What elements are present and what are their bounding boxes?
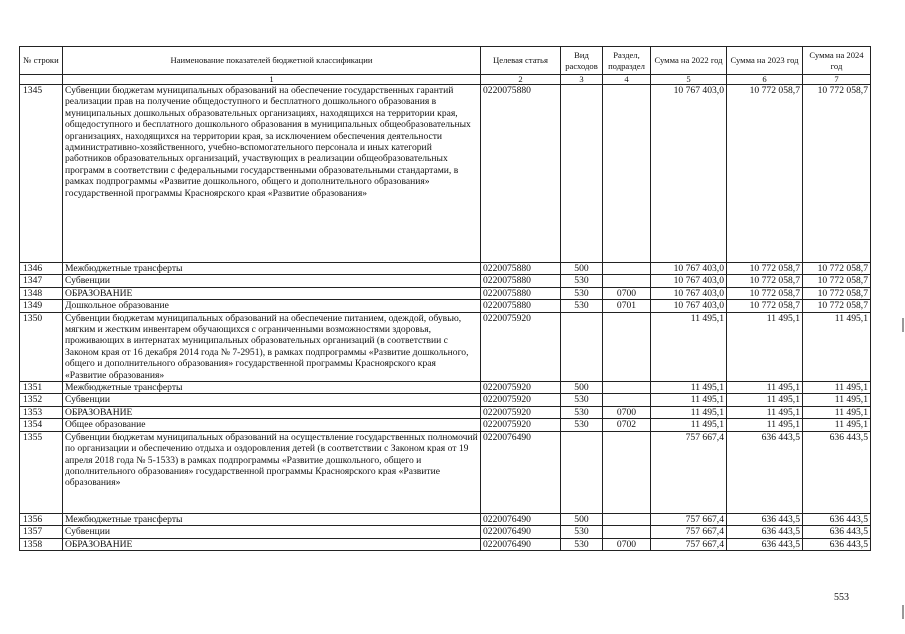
row-sum-2022: 757 667,4 [651, 513, 727, 525]
row-article: 0220075880 [481, 287, 561, 299]
row-type: 500 [561, 382, 603, 394]
row-section [603, 526, 651, 538]
page-number: 553 [834, 592, 849, 603]
row-number: 1355 [20, 431, 63, 513]
row-name: Межбюджетные трансферты [63, 382, 481, 394]
row-sum-2022: 10 767 403,0 [651, 275, 727, 287]
row-sum-2022: 11 495,1 [651, 406, 727, 418]
row-sum-2023: 636 443,5 [727, 526, 803, 538]
row-article: 0220075880 [481, 300, 561, 312]
header-sum-2024: Сумма на 2024 год [803, 47, 871, 75]
column-number: 7 [803, 75, 871, 85]
column-number: 5 [651, 75, 727, 85]
table-row [20, 394, 871, 406]
row-type: 500 [561, 513, 603, 525]
row-sum-2022: 11 495,1 [651, 312, 727, 381]
row-sum-2022: 757 667,4 [651, 538, 727, 550]
row-name: Межбюджетные трансферты [63, 263, 481, 275]
row-number: 1354 [20, 419, 63, 431]
header-sum-2022: Сумма на 2022 год [651, 47, 727, 75]
row-sum-2023: 11 495,1 [727, 394, 803, 406]
row-sum-2022: 11 495,1 [651, 419, 727, 431]
table-row [20, 275, 871, 287]
row-name: Субвенции бюджетам муниципальных образований на обеспечение государственных гарантий реализации прав на получение общедоступного и бесплатного дошкольного образования в муниципальных дошкольных образовательных организациях, находящихся на территории края, общедоступного и бесплатного дошкольного образования в муниципальных общеобразовательных организациях, находящихся на территории края, за исключением обеспечения деятельности административно-хозяйственного, учебно-вспомогательного персонала и иных категорий работников образовательных организаций, участвующих в реализации общеобразовательных программ в соответствии с федеральными государственными образовательными стандартами, в рамках подпрограммы «Развитие дошкольного, общего и дополнительного образования» государственной программы Красноярского края «Развитие образования» [63, 85, 481, 263]
table-header-row [20, 47, 871, 75]
header-sum-2023: Сумма на 2023 год [727, 47, 803, 75]
row-sum-2023: 11 495,1 [727, 406, 803, 418]
header-row-number: № строки [20, 47, 63, 75]
row-section: 0701 [603, 300, 651, 312]
row-sum-2023: 636 443,5 [727, 538, 803, 550]
row-type: 530 [561, 419, 603, 431]
row-article: 0220075920 [481, 312, 561, 381]
row-sum-2024: 10 772 058,7 [803, 287, 871, 299]
scan-edge-mark [902, 318, 904, 332]
table-row [20, 419, 871, 431]
row-name: ОБРАЗОВАНИЕ [63, 287, 481, 299]
column-number: 1 [63, 75, 481, 85]
row-article: 0220076490 [481, 538, 561, 550]
row-number: 1349 [20, 300, 63, 312]
row-sum-2024: 11 495,1 [803, 406, 871, 418]
table-row [20, 300, 871, 312]
row-number: 1345 [20, 85, 63, 263]
row-number: 1350 [20, 312, 63, 381]
row-sum-2024: 10 772 058,7 [803, 275, 871, 287]
row-section: 0702 [603, 419, 651, 431]
table-row [20, 406, 871, 418]
row-sum-2022: 10 767 403,0 [651, 263, 727, 275]
row-type: 530 [561, 406, 603, 418]
table-row [20, 85, 871, 263]
row-section [603, 513, 651, 525]
row-sum-2022: 10 767 403,0 [651, 287, 727, 299]
row-type: 530 [561, 287, 603, 299]
row-sum-2022: 757 667,4 [651, 431, 727, 513]
row-article: 0220075920 [481, 394, 561, 406]
row-name: Дошкольное образование [63, 300, 481, 312]
row-sum-2024: 636 443,5 [803, 431, 871, 513]
row-article: 0220076490 [481, 526, 561, 538]
column-number: 2 [481, 75, 561, 85]
row-section [603, 263, 651, 275]
row-number: 1356 [20, 513, 63, 525]
row-section [603, 85, 651, 263]
budget-table [19, 46, 871, 551]
row-type: 530 [561, 538, 603, 550]
table-row [20, 382, 871, 394]
row-section: 0700 [603, 406, 651, 418]
row-number: 1353 [20, 406, 63, 418]
table-row [20, 526, 871, 538]
row-article: 0220076490 [481, 431, 561, 513]
row-type: 530 [561, 300, 603, 312]
row-sum-2024: 636 443,5 [803, 538, 871, 550]
row-sum-2024: 11 495,1 [803, 419, 871, 431]
row-section [603, 431, 651, 513]
row-type: 530 [561, 275, 603, 287]
table-row [20, 287, 871, 299]
row-number: 1357 [20, 526, 63, 538]
row-sum-2024: 10 772 058,7 [803, 263, 871, 275]
row-article: 0220075880 [481, 275, 561, 287]
row-article: 0220075920 [481, 382, 561, 394]
row-section [603, 394, 651, 406]
row-name: Субвенции бюджетам муниципальных образований на обеспечение питанием, одеждой, обувью, мягким и жестким инвентарем обучающихся с ограниченными возможностями здоровья, проживающих в интернатах муниципальных образовательных организаций (в соответствии с Законом края от 16 декабря 2014 года № 7-2951), в рамках подпрограммы «Развитие дошкольного, общего и дополнительного образования» государственной программы Красноярского края «Развитие образования» [63, 312, 481, 381]
table-row [20, 312, 871, 381]
row-section [603, 275, 651, 287]
row-type [561, 312, 603, 381]
table-row [20, 538, 871, 550]
row-sum-2024: 636 443,5 [803, 526, 871, 538]
row-name: ОБРАЗОВАНИЕ [63, 538, 481, 550]
row-article: 0220076490 [481, 513, 561, 525]
row-number: 1348 [20, 287, 63, 299]
row-section [603, 382, 651, 394]
row-sum-2024: 11 495,1 [803, 312, 871, 381]
row-number: 1346 [20, 263, 63, 275]
row-article: 0220075920 [481, 419, 561, 431]
row-type [561, 431, 603, 513]
row-sum-2022: 11 495,1 [651, 394, 727, 406]
row-type: 530 [561, 526, 603, 538]
row-sum-2022: 11 495,1 [651, 382, 727, 394]
row-sum-2023: 10 772 058,7 [727, 263, 803, 275]
row-sum-2023: 11 495,1 [727, 382, 803, 394]
row-number: 1351 [20, 382, 63, 394]
row-name: Субвенции [63, 394, 481, 406]
row-number: 1347 [20, 275, 63, 287]
row-number: 1358 [20, 538, 63, 550]
row-article: 0220075920 [481, 406, 561, 418]
budget-table-page [19, 46, 870, 551]
table-row [20, 513, 871, 525]
row-type: 500 [561, 263, 603, 275]
row-sum-2023: 11 495,1 [727, 312, 803, 381]
column-number: 3 [561, 75, 603, 85]
row-sum-2023: 10 772 058,7 [727, 287, 803, 299]
row-sum-2023: 636 443,5 [727, 513, 803, 525]
row-type: 530 [561, 394, 603, 406]
row-name: Субвенции [63, 275, 481, 287]
row-sum-2024: 11 495,1 [803, 394, 871, 406]
row-name: Межбюджетные трансферты [63, 513, 481, 525]
row-sum-2023: 10 772 058,7 [727, 85, 803, 263]
row-section [603, 312, 651, 381]
row-sum-2023: 10 772 058,7 [727, 300, 803, 312]
row-sum-2023: 11 495,1 [727, 419, 803, 431]
table-row [20, 431, 871, 513]
row-sum-2023: 10 772 058,7 [727, 275, 803, 287]
row-name: Субвенции [63, 526, 481, 538]
column-number: 4 [603, 75, 651, 85]
row-sum-2023: 636 443,5 [727, 431, 803, 513]
row-sum-2024: 11 495,1 [803, 382, 871, 394]
column-number: 6 [727, 75, 803, 85]
header-section: Раздел, подраздел [603, 47, 651, 75]
table-row [20, 263, 871, 275]
row-sum-2024: 636 443,5 [803, 513, 871, 525]
header-name: Наименование показателей бюджетной классификации [63, 47, 481, 75]
row-name: Общее образование [63, 419, 481, 431]
row-sum-2024: 10 772 058,7 [803, 300, 871, 312]
row-name: Субвенции бюджетам муниципальных образований на осуществление государственных полномочий по организации и обеспечению отдыха и оздоровления детей (в соответствии с Законом края от 19 апреля 2018 года № 5-1533) в рамках подпрограммы «Развитие дошкольного, общего и дополнительного образования» государственной программы Красноярского края «Развитие образования» [63, 431, 481, 513]
row-number: 1352 [20, 394, 63, 406]
row-sum-2022: 10 767 403,0 [651, 85, 727, 263]
row-section: 0700 [603, 287, 651, 299]
row-sum-2024: 10 772 058,7 [803, 85, 871, 263]
scan-edge-mark [902, 605, 904, 619]
column-number-row [20, 75, 871, 85]
row-article: 0220075880 [481, 85, 561, 263]
header-target-article: Целевая статья [481, 47, 561, 75]
row-type [561, 85, 603, 263]
column-number [20, 75, 63, 85]
row-sum-2022: 757 667,4 [651, 526, 727, 538]
row-article: 0220075880 [481, 263, 561, 275]
row-sum-2022: 10 767 403,0 [651, 300, 727, 312]
header-expense-type: Вид расходов [561, 47, 603, 75]
row-name: ОБРАЗОВАНИЕ [63, 406, 481, 418]
row-section: 0700 [603, 538, 651, 550]
